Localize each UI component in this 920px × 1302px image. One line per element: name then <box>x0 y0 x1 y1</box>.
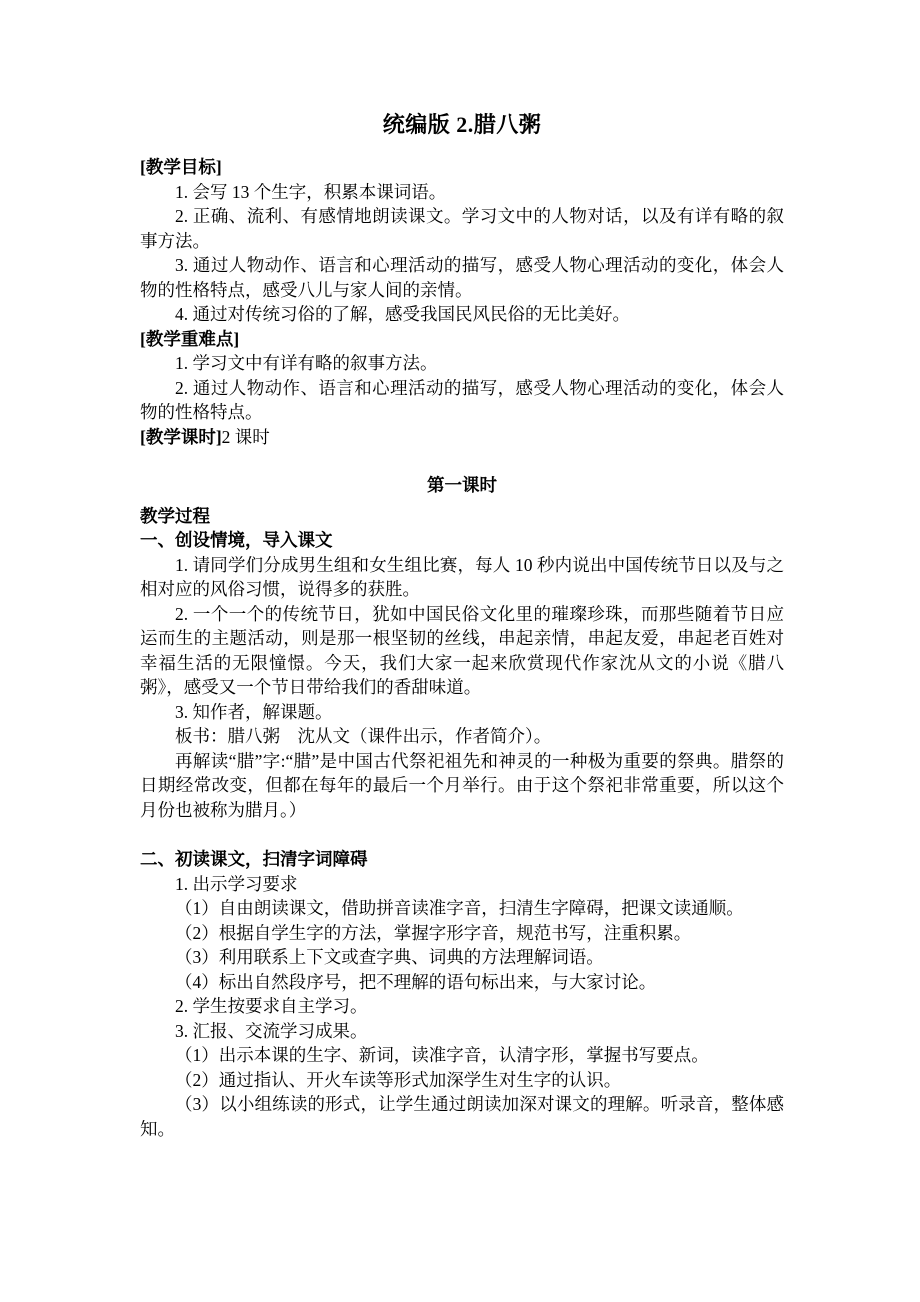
heading-teaching-process: 教学过程 <box>140 505 210 526</box>
section1-la-explanation: 再解读“腊”字:“腊”是中国古代祭祀祖先和神灵的一种极为重要的祭典。腊祭的日期经常改变，但都在每年的最后一个月举行。由于这个祭祀非常重要，所以这个月份也被称为腊月。） <box>140 750 784 820</box>
section1-step-2: 2. 一个一个的传统节日，犹如中国民俗文化里的璀璨珍珠，而那些随着节日应运而生的主题活动，则是那一根坚韧的丝线，串起亲情，串起友爱，串起老百姓对幸福生活的无限憧憬。今天，我们大家一起来欣赏现代作家沈从文的小说《腊八粥》，感受又一个节日带给我们的香甜味道。 <box>140 603 784 697</box>
section2-requirement-4: （4）标出自然段序号，把不理解的语句标出来，与大家讨论。 <box>175 971 657 992</box>
heading-section-2: 二、初读课文，扫清字词障碍 <box>140 849 368 869</box>
section2-requirement-2: （2）根据自学生字的方法，掌握字形字音，规范书写，注重积累。 <box>175 922 692 943</box>
section1-step-1: 1. 请同学们分成男生组和女生组比赛，每人 10 秒内说出中国传统节日以及与之相对应的风俗习惯，说得多的获胜。 <box>140 554 784 599</box>
section2-requirement-1: （1）自由朗读课文，借助拼音读准字音，扫清生字障碍，把课文读通顺。 <box>175 898 744 918</box>
section1-board-writing: 板书：腊八粥 沈从文（课件出示，作者简介）。 <box>175 726 552 746</box>
heading-section-1: 一、创设情境，导入课文 <box>140 530 333 550</box>
objective-item-4: 4. 通过对传统习俗的了解，感受我国民风民俗的无比美好。 <box>175 304 630 324</box>
section2-step-3: 3. 汇报、交流学习成果。 <box>175 1020 368 1041</box>
objective-item-1: 1. 会写 13 个生字，积累本课词语。 <box>175 181 447 202</box>
objective-item-2: 2. 正确、流利、有感情地朗读课文。学习文中的人物对话，以及有详有略的叙事方法。 <box>140 206 784 251</box>
objective-item-3: 3. 通过人物动作、语言和心理活动的描写，感受人物心理活动的变化，体会人物的性格特点，感受八儿与家人间的亲情。 <box>140 255 784 300</box>
lesson-periods-value: 2 课时 <box>221 426 270 447</box>
section2-requirement-3: （3）利用联系上下文或查字典、词典的方法理解词语。 <box>175 947 604 967</box>
keypoint-item-1: 1. 学习文中有详有略的叙事方法。 <box>175 353 438 373</box>
keypoint-item-2: 2. 通过人物动作、语言和心理活动的描写，感受人物心理活动的变化，体会人物的性格特点。 <box>140 377 784 422</box>
heading-teaching-objectives: [教学目标] <box>140 157 222 177</box>
section1-step-3: 3. 知作者，解课题。 <box>175 701 333 722</box>
section2-result-1: （1）出示本课的生字、新词，读准字音，认清字形，掌握书写要点。 <box>175 1045 709 1065</box>
document-title: 统编版 2.腊八粥 <box>382 112 542 137</box>
heading-first-period: 第一课时 <box>427 475 497 495</box>
lesson-periods-line <box>140 425 784 450</box>
section2-result-3: （3）以小组练读的形式，让学生通过朗读加深对课文的理解。听录音，整体感知。 <box>140 1094 784 1139</box>
section2-step-2: 2. 学生按要求自主学习。 <box>175 996 368 1016</box>
heading-key-difficult-points: [教学重难点] <box>140 328 240 349</box>
section2-step-1: 1. 出示学习要求 <box>175 873 298 894</box>
lesson-periods-label: [教学课时] <box>140 426 222 447</box>
section2-result-2: （2）通过指认、开火车读等形式加深学生对生字的认识。 <box>175 1069 622 1090</box>
